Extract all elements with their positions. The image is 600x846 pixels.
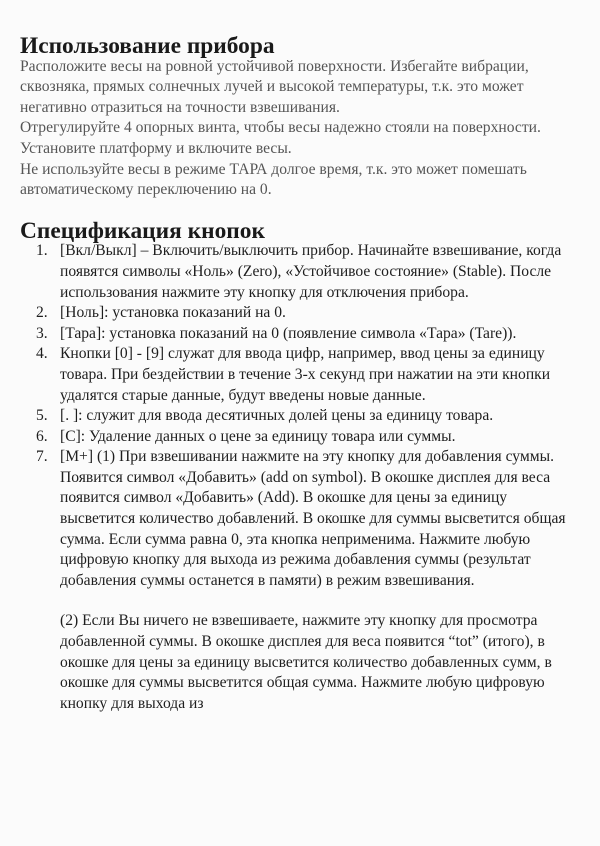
list-item-number: 4.	[36, 345, 48, 363]
usage-section	[20, 33, 580, 201]
list-item-text: [С]: Удаление данных о цене за единицу товара или суммы.	[60, 427, 456, 445]
list-item-number: 6.	[36, 427, 48, 445]
list-item-number: 1.	[36, 242, 48, 260]
usage-heading: Использование прибора	[20, 33, 275, 59]
usage-paragraph-1: Расположите весы на ровной устойчивой поверхности. Избегайте вибрации, сквозняка, прямых солнечных лучей и высокой температуры, т.к. это может негативно отразиться на точности взвешивания.	[20, 57, 529, 116]
item-7-part-2: (2) Если Вы ничего не взвешиваете, нажмите эту кнопку для просмотра добавленной суммы. В окошке дисплея для веса появится “tot” (итого), в окошке для цены за единицу высветится количество добавленных сумм, в окошке для суммы высветится общая сумма. Нажмите любую цифровую кнопку для выхода из	[60, 612, 552, 712]
list-item-text: [. ]: служит для ввода десятичных долей цены за единицу товара.	[60, 407, 494, 425]
list-item	[20, 324, 580, 345]
list-item-text: [Тара]: установка показаний на 0 (появление символа «Тара» (Tare)).	[60, 324, 517, 342]
list-item-text: Кнопки [0] - [9] служат для ввода цифр, например, ввод цены за единицу товара. При бездействии в течение 3-х секунд при нажатии на эти кнопки удалятся старые данные, будут введены новые данные.	[60, 345, 551, 404]
usage-paragraph-2: Отрегулируйте 4 опорных винта, чтобы весы надежно стояли на поверхности.	[20, 119, 541, 137]
list-item	[20, 447, 580, 591]
list-item	[20, 303, 580, 324]
list-item-number: 3.	[36, 324, 48, 342]
list-item	[20, 344, 580, 406]
list-item	[20, 406, 580, 427]
list-item-text: [Вкл/Выкл] – Включить/выключить прибор. Начинайте взвешивание, когда появятся символы «Ноль» (Zero), «Устойчивое состояние» (Stable). После использования нажмите эту кнопку для отключения прибора.	[60, 242, 562, 301]
usage-paragraph-3: Установите платформу и включите весы.	[20, 139, 292, 157]
list-item	[20, 241, 580, 303]
list-item-number: 7.	[36, 448, 48, 466]
document-page	[20, 33, 580, 714]
list-item-text: [Ноль]: установка показаний на 0.	[60, 304, 286, 322]
list-item-number: 2.	[36, 304, 48, 322]
usage-paragraph-4: Не используйте весы в режиме ТАРА долгое время, т.к. это может помешать автоматическому переключению на 0.	[20, 160, 527, 199]
list-item-text: [М+] (1) При взвешивании нажмите на эту кнопку для добавления суммы. Появится символ «Добавить» (add on symbol). В окошке дисплея для веса появится символ «Добавить» (Add). В окошке для цены за единицу высветится количество добавлений. В окошке для суммы высветится общая сумма. Если сумма равна 0, эта кнопка неприменима. Нажмите любую цифровую кнопку для выхода из режима добавления суммы (результат добавления суммы останется в памяти) в режим взвешивания.	[60, 448, 566, 589]
list-item-number: 5.	[36, 407, 48, 425]
list-item	[20, 427, 580, 448]
button-spec-section	[20, 217, 580, 715]
button-spec-list	[20, 241, 580, 591]
spec-heading: Спецификация кнопок	[20, 217, 265, 244]
